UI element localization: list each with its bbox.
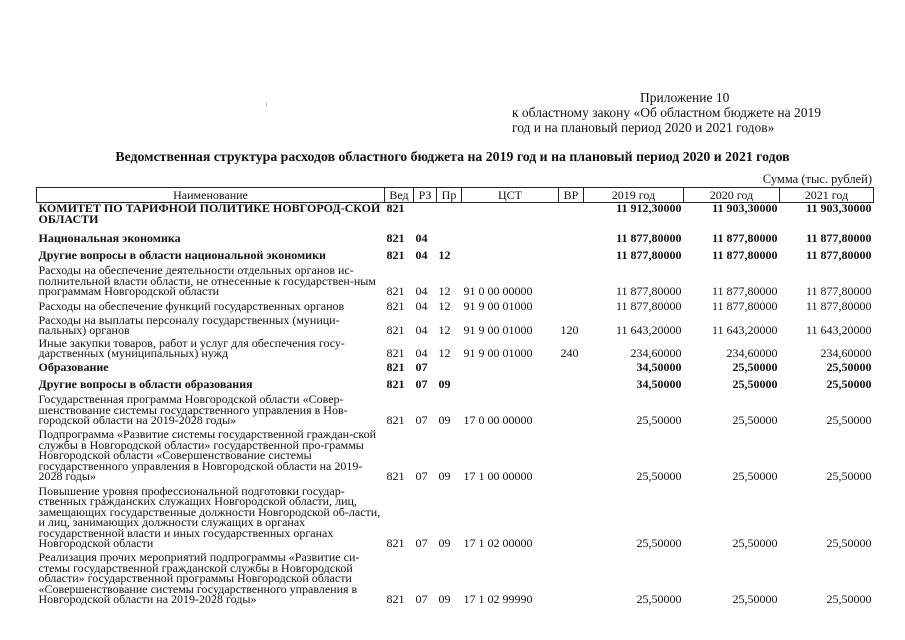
row-pr (437, 227, 462, 244)
row-pr: 09 (438, 469, 451, 483)
row-2019: 11 877,80000 (615, 284, 682, 298)
row-vr (559, 227, 584, 244)
table-row (37, 312, 874, 336)
row-ved: 821 (386, 592, 405, 606)
row-pr: 09 (438, 377, 451, 391)
row-vr: 120 (560, 323, 579, 337)
row-ved: 821 (386, 469, 405, 483)
row-2021: 11 877,80000 (806, 231, 872, 245)
table-row (37, 203, 874, 227)
row-rz: 04 (415, 323, 428, 337)
scan-speck (266, 103, 267, 106)
row-pr (437, 359, 462, 373)
row-2019: 11 643,20000 (615, 323, 682, 337)
annex-period-line: год и на плановый период 2020 и 2021 годов» (512, 120, 775, 135)
row-cst (462, 227, 559, 244)
row-2020: 25,50000 (732, 360, 778, 374)
row-2021: 234,60000 (820, 346, 872, 360)
row-rz (414, 203, 437, 227)
row-cst: 91 9 00 01000 (463, 346, 533, 360)
row-2021: 11 903,30000 (806, 201, 872, 215)
annex-number: Приложение 10 (640, 90, 730, 105)
row-2021: 11 643,20000 (805, 323, 872, 337)
row-2021: 11 877,80000 (806, 248, 872, 262)
row-rz: 04 (415, 284, 428, 298)
header-pr: Пр (437, 188, 462, 203)
row-2020: 11 877,80000 (711, 299, 778, 313)
table-row (37, 244, 874, 261)
header-rz: РЗ (414, 188, 437, 203)
table-row (37, 482, 874, 549)
row-2019: 34,50000 (636, 377, 682, 391)
row-ved: 821 (386, 284, 405, 298)
row-name: Образование (38, 360, 109, 374)
row-ved: 821 (386, 413, 405, 427)
row-pr (437, 203, 462, 227)
row-2020: 11 877,80000 (712, 248, 778, 262)
row-ved: 821 (386, 231, 405, 245)
row-rz: 07 (415, 469, 428, 483)
row-ved: 821 (386, 360, 405, 374)
row-2021: 25,50000 (826, 377, 872, 391)
row-vr (559, 297, 584, 312)
row-2020: 11 903,30000 (712, 201, 778, 215)
row-2021: 11 877,80000 (805, 284, 872, 298)
row-2019: 11 877,80000 (615, 299, 682, 313)
annex-law-line: к областному закону «Об областном бюджете на 2019 (512, 105, 821, 120)
row-2019: 25,50000 (636, 413, 682, 427)
row-rz: 04 (415, 346, 428, 360)
header-2020: 2020 год (684, 188, 780, 203)
row-2020: 25,50000 (732, 536, 778, 550)
row-ved: 821 (386, 377, 405, 391)
row-cst: 91 0 00 00000 (463, 284, 533, 298)
row-vr (559, 482, 584, 549)
row-pr: 12 (438, 299, 451, 313)
row-2020: 25,50000 (732, 469, 778, 483)
row-2019: 11 912,30000 (616, 201, 682, 215)
row-name: Иные закупки товаров, работ и услуг для обеспечения госу-дарственных (муниципальных) нужд (38, 335, 345, 360)
row-pr: 09 (438, 592, 451, 606)
header-vr: ВР (559, 188, 584, 203)
row-name: Другие вопросы в области образования (38, 377, 253, 391)
row-2021: 25,50000 (826, 360, 872, 374)
annex-header (512, 90, 882, 135)
row-pr: 12 (438, 284, 451, 298)
row-cst (462, 203, 559, 227)
row-rz: 07 (415, 413, 428, 427)
row-2020: 11 643,20000 (711, 323, 778, 337)
row-ved: 821 (386, 201, 405, 215)
row-2021: 25,50000 (826, 536, 872, 550)
row-2020: 234,60000 (726, 346, 778, 360)
row-2019: 34,50000 (636, 360, 682, 374)
row-ved: 821 (386, 536, 405, 550)
row-pr: 12 (438, 323, 451, 337)
row-2020: 11 877,80000 (711, 284, 778, 298)
row-rz: 07 (415, 360, 428, 374)
row-pr: 09 (438, 536, 451, 550)
row-2020: 25,50000 (732, 377, 778, 391)
row-vr (559, 426, 584, 482)
row-name: Национальная экономика (38, 231, 181, 245)
row-cst (462, 244, 559, 261)
header-2021: 2021 год (780, 188, 874, 203)
header-ved: Вед (385, 188, 414, 203)
header-cst: ЦСТ (462, 188, 559, 203)
row-pr: 09 (438, 413, 451, 427)
table-row (37, 359, 874, 373)
row-cst: 91 9 00 01000 (463, 323, 533, 337)
row-vr: 240 (560, 346, 579, 360)
row-name: Государственная программа Новгородской области «Совер-шенствование системы государственного управления в Нов-городской области на 2019-2028 годы» (38, 392, 348, 427)
header-2019: 2019 год (584, 188, 684, 203)
row-2019: 11 877,80000 (616, 248, 682, 262)
row-cst (462, 359, 559, 373)
row-pr: 12 (438, 346, 451, 360)
row-ved: 821 (386, 299, 405, 313)
row-2019: 25,50000 (636, 536, 682, 550)
row-name: Расходы на обеспечение функций государственных органов (38, 299, 345, 313)
table-row (37, 549, 874, 605)
row-name: Подпрограмма «Развитие системы государственной граждан-ской службы в Новгородской области» государственной про-граммы Новгородской области «Совершенствование системы государственного управления в Новгородской области на 2019-2028 годы» (38, 427, 377, 483)
row-vr (559, 261, 584, 297)
row-vr (559, 373, 584, 390)
row-pr: 12 (438, 248, 451, 262)
row-2021: 25,50000 (826, 592, 872, 606)
table-row (37, 373, 874, 390)
row-rz: 07 (415, 592, 428, 606)
row-rz: 04 (415, 299, 428, 313)
row-name: Повышение уровня профессиональной подготовки государ-ственных гражданских служащих Новгородской области, лиц, замещающих государственные должности Новгородской об-ласти, и лиц, занимающих должности служащих в органах государственной власти и иных государственных органах Новгородской области (38, 483, 381, 550)
row-cst (462, 373, 559, 390)
row-name: Расходы на обеспечение деятельности отдельных органов ис-полнительной власти области, не отнесенные к государствен-ным программам Новгородской области (38, 263, 376, 298)
row-name: Реализация прочих мероприятий подпрограммы «Развитие си-стемы государственной гражданской службы в Новгородской области» государственной программы Новгородской области «Совершенствование системы государственного управления в Новгородской области на 2019-2028 годы» (38, 550, 360, 606)
row-cst: 17 1 02 00000 (463, 536, 533, 550)
row-vr (559, 203, 584, 227)
row-2019: 25,50000 (636, 469, 682, 483)
table-row (37, 336, 874, 359)
row-name: КОМИТЕТ ПО ТАРИФНОЙ ПОЛИТИКЕ НОВГОРОД-СКОЙ ОБЛАСТИ (38, 201, 381, 226)
row-cst: 91 9 00 01000 (463, 299, 533, 313)
header-name: Наименование (37, 188, 385, 203)
row-2020: 25,50000 (732, 592, 778, 606)
row-vr (559, 390, 584, 426)
row-name: Другие вопросы в области национальной экономики (38, 248, 326, 262)
table-row (37, 426, 874, 482)
row-cst: 17 0 00 00000 (463, 413, 533, 427)
row-rz: 04 (415, 248, 428, 262)
row-ved: 821 (386, 346, 405, 360)
row-cst: 17 1 00 00000 (463, 469, 533, 483)
row-rz: 07 (415, 536, 428, 550)
row-ved: 821 (386, 248, 405, 262)
row-vr (559, 244, 584, 261)
row-cst: 17 1 02 99990 (463, 592, 533, 606)
table-row (37, 227, 874, 244)
row-name: Расходы на выплаты персоналу государственных (муници-пальных) органов (38, 312, 340, 337)
budget-table (36, 187, 874, 605)
row-2019: 11 877,80000 (616, 231, 682, 245)
row-2019: 234,60000 (630, 346, 682, 360)
table-row (37, 261, 874, 297)
row-vr (559, 359, 584, 373)
row-2019: 25,50000 (636, 592, 682, 606)
row-2020: 25,50000 (732, 413, 778, 427)
row-vr (559, 549, 584, 605)
currency-unit-note: Сумма (тыс. рублей) (762, 172, 872, 186)
row-rz: 07 (415, 377, 428, 391)
table-row (37, 297, 874, 312)
row-2020: 11 877,80000 (712, 231, 778, 245)
row-2021: 25,50000 (826, 469, 872, 483)
document-title: Ведомственная структура расходов областного бюджета на 2019 год и на плановый период 2020 и 2021 годов (115, 149, 790, 164)
row-2021: 11 877,80000 (805, 299, 872, 313)
row-2021: 25,50000 (826, 413, 872, 427)
row-rz: 04 (415, 231, 428, 245)
table-row (37, 390, 874, 426)
row-ved: 821 (386, 323, 405, 337)
